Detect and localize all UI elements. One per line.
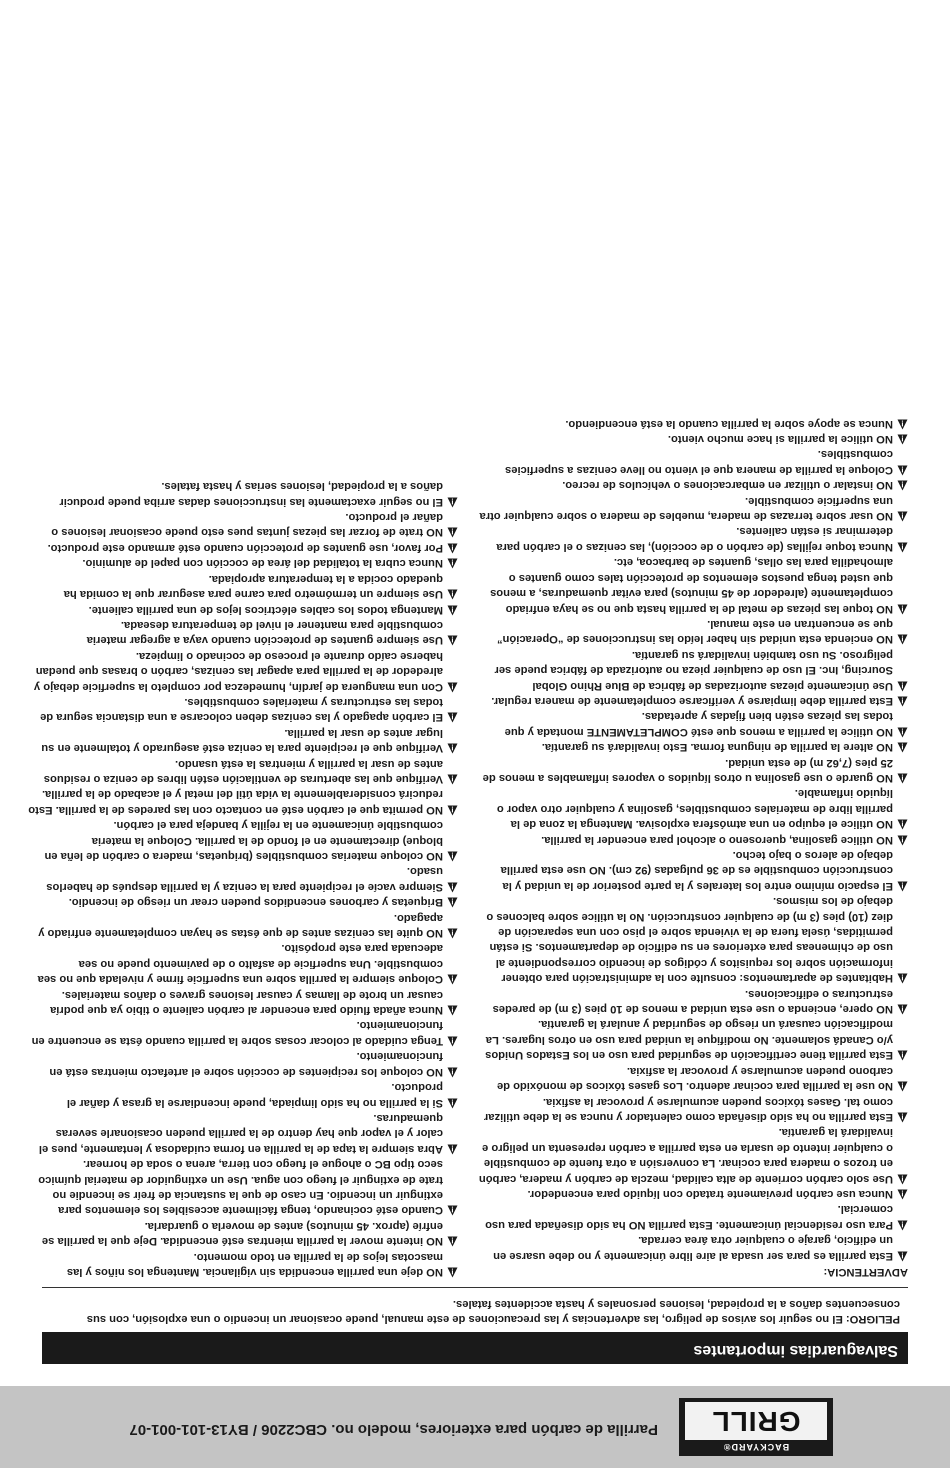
warning-item-text: Use únicamente piezas autorizadas de fábrica de Blue Rhino Global Sourcing, Inc. El uso de cualquier pieza no autorizada de fábrica puede ser peligroso. Su uso también invalidará su garantía. [494, 648, 893, 692]
warning-triangle-icon [897, 1004, 908, 1015]
divider [42, 1287, 908, 1288]
warning-item-text: Use solo carbón corriente de alta calidad, mezcla de carbón y madera, carbón en trozos o madera para cocinar. La conversión a otra fuente de combustible o cualquier intento de usarla en esta parrilla a carbón representa un peligro e invalidará la garantía. [478, 1126, 893, 1185]
warning-item-text: Briquetas y carbones encendidos pueden crear un riesgo de incendio. [68, 896, 443, 909]
warning-item [478, 1232, 908, 1263]
warning-item-text: NO intente mover la parrilla mientras esté encendida. Deje que la parrilla se enfríe (aprox. 45 minutos) antes de moverla o guardarla. [41, 1219, 443, 1248]
warning-item [478, 831, 908, 846]
warning-item-text: Por favor, use guantes de protección cuando esté armando este producto. [47, 541, 443, 554]
warning-item-text: Abra siempre la tapa de la parrilla en forma cuidadosa y lentamente, pues el calor y el vapor que hay dentro de la parrilla pueden ocasionarle severas quemaduras. [38, 1111, 443, 1155]
warning-item-text: El carbón apagado y las cenizas deben colocarse a una distancia segura de todas las estructuras y materiales combustibles. [40, 695, 443, 724]
warning-item-text: NO usar sobre terrazas de madera, muebles de madera o sobre cualquier otra una superficie combustible. [479, 494, 893, 523]
warning-triangle-icon [447, 851, 458, 862]
warning-item-text: Esta parrilla no ha sido diseñada como calentador y nunca se la debe utilizar como tal. Gases tóxicos pueden acumularse y provocar la asfixia. [483, 1095, 893, 1123]
warning-item-text: Coloque siempre la parrilla sobre una superficie firme y nivelada que no sea combustible. Una superficie de asfalto o de pavimento puede no sea adecuada para este propósito. [37, 942, 443, 986]
warning-triangle-icon [447, 897, 458, 908]
warning-item-text: NO deje una parrilla encendida sin vigilancia. Mantenga los niños y las mascotas lejos de la parrilla en todo momento. [66, 1250, 443, 1278]
warning-item-text: NO guarde o use gasolina u otros líquidos o vapores inflamables a menos de 25 pies (7,62 m) de esta unidad. [482, 756, 893, 784]
warning-triangle-icon [897, 973, 908, 984]
warning-item [28, 555, 458, 570]
warning-item-text: No use la parrilla para cocinar adentro. Los gases tóxicos de monóxido de carbono pueden acumularse y provocar la asfixia. [496, 1064, 893, 1093]
warning-item-text: NO toque las piezas de metal de la parrilla hasta que no se haya enfriado completamente (alrededor de 45 minutos) para evitar quemaduras, a menos que usted tenga puestos elementos de protección tales como guantes o almohadilla para las ollas, guantes de barbacoa, etc. [490, 556, 893, 615]
warning-triangle-icon [897, 465, 908, 476]
warning-item-text: Coloque la parrilla de manera que el viento no lleve cenizas a superficies combustibles. [505, 448, 893, 476]
warning-item [28, 1017, 458, 1048]
warning-item [28, 1048, 458, 1079]
warning-item [28, 940, 458, 986]
warning-item-text: NO coloque los recipientes de cocción sobre el artefacto mientras está en funcionamiento. [49, 1050, 443, 1078]
warning-triangle-icon [897, 1081, 908, 1092]
warning-item [478, 708, 908, 739]
warning-item [478, 1016, 908, 1062]
warning-item [478, 446, 908, 477]
backyard-grill-logo [679, 1398, 833, 1456]
warning-item-text: NO encienda esta unidad sin haber leído las instrucciones de “Operación” que se encuentran en este manual. [496, 617, 893, 646]
warning-item-text: Habitantes de apartamentos: consulte con la administración para obtener información sobre los requisitos y códigos de incendio correspondiente al uso de chimeneas para exteriores en su edificio de departamentos. Si están permitidas, úsela fuera de la vivienda sobre el piso con una separación de diez (10) pies (3 m) de cualquier construcción. No la utilice sobre balcones o debajo de los mismos. [486, 895, 893, 985]
warning-item [28, 647, 458, 693]
warning-item [28, 863, 458, 894]
warning-triangle-icon [897, 819, 908, 830]
warning-item-text: Siempre vacíe el recipiente para la ceniza y la parrilla después de haberlos usado. [46, 865, 443, 893]
warning-triangle-icon [447, 635, 458, 646]
warning-item [478, 693, 908, 708]
warning-triangle-icon [897, 1174, 908, 1185]
warning-list-right [28, 478, 458, 1279]
warning-item [478, 1201, 908, 1232]
warning-triangle-icon [897, 604, 908, 615]
warning-item [28, 540, 458, 555]
warning-item [478, 523, 908, 554]
logo-brand-main: GRILL [685, 1402, 827, 1440]
warning-triangle-icon [447, 1205, 458, 1216]
warning-item [478, 616, 908, 647]
warning-item [28, 1156, 458, 1218]
warning-item [478, 1186, 908, 1201]
warning-item-text: Con una manguera de jardín, humedezca por completo la superficie debajo y alrededor de la parrilla para apagar las cenizas, carbón o brasas que puedan haberse caído durante el proceso de cocinado o limpieza. [33, 649, 443, 693]
warning-item-text: NO opere, encienda o use esta unidad a menos de 10 pies (3 m) de paredes estructuras o edificaciones. [492, 987, 893, 1016]
warning-triangle-icon [897, 419, 908, 430]
warning-item [478, 847, 908, 893]
warning-triangle-icon [447, 743, 458, 754]
warning-item [28, 694, 458, 725]
warning-item-text: Tenga cuidado al colocar cosas sobre la parrilla cuando ésta se encuentre en funcionamiento. [31, 1019, 443, 1047]
header-band [0, 1386, 950, 1468]
warning-triangle-icon [897, 1220, 908, 1231]
warning-item [478, 492, 908, 523]
logo-brand-top: BACKYARD® [722, 1442, 790, 1452]
warning-triangle-icon [447, 558, 458, 569]
warning-triangle-icon [447, 528, 458, 539]
section-title-bar [42, 1332, 908, 1364]
warning-item-text: Esta parrilla es para ser usada al aire libre únicamente y no debe usarse en un edificio, garaje o cualquier otra área cerrada. [493, 1234, 893, 1262]
warning-item-text: Para uso residencial únicamente. Esta parrilla NO ha sido diseñada para uso comercial. [485, 1203, 893, 1231]
warning-item [28, 755, 458, 786]
warning-triangle-icon [897, 1189, 908, 1200]
warning-triangle-icon [447, 1005, 458, 1016]
warning-item [28, 1110, 458, 1156]
warning-item [478, 477, 908, 492]
warning-triangle-icon [447, 682, 458, 693]
warning-triangle-icon [897, 480, 908, 491]
section-title: Salvaguardias importantes [693, 1342, 898, 1359]
warning-item-text: Mantenga todos los cables eléctricos lejos de una parrilla caliente. [88, 603, 443, 616]
warning-item-text: NO coloque materias combustibles (briquetas, madera o carbón de leña en bloque) directamente en el fondo de la parrilla. Coloque la materia combustible únicamente en la rejilla y bandeja para el carbón. [44, 819, 443, 863]
warning-item [478, 739, 908, 754]
warning-item-text: NO trate de forzar las piezas juntas pues esto puede ocasionar lesiones o dañar el producto. [51, 511, 443, 539]
warning-triangle-icon [447, 974, 458, 985]
warning-item-text: Verifique que el recipiente para la ceniza esté asegurado y totalmente en su lugar antes de usar la parrilla. [41, 726, 443, 755]
warning-triangle-icon [897, 1050, 908, 1061]
warning-item [478, 1093, 908, 1124]
warning-item-text: NO quite las cenizas antes de que éstas se hayan completamente enfriado y apagado. [38, 911, 443, 940]
warning-triangle-icon [447, 497, 458, 508]
warning-item-text: Nunca añada fluido para encender al carbón caliente o tibio ya que podría causar un brote de llamas y causar lesiones graves o daños materiales. [50, 988, 443, 1017]
warning-item-text: NO altere la parrilla de ninguna forma. Esto invalidará su garantía. [541, 741, 893, 754]
warning-item [478, 1124, 908, 1186]
warning-triangle-icon [447, 589, 458, 600]
warning-triangle-icon [447, 1098, 458, 1109]
warning-item [28, 1079, 458, 1110]
warning-triangle-icon [897, 1112, 908, 1123]
warning-list-left [478, 415, 908, 1262]
warning-item [478, 1062, 908, 1093]
warning-item [28, 509, 458, 540]
warning-triangle-icon [897, 835, 908, 846]
warning-item [28, 894, 458, 909]
warning-item-text: NO utilice la parrilla si hace mucho viento. [667, 433, 893, 446]
warning-item [28, 1217, 458, 1248]
warning-triangle-icon [447, 805, 458, 816]
warning-item [478, 554, 908, 616]
danger-notice: PELIGRO: El no seguir los avisos de peligro, las advertencias y las precauciones de este manual, puede ocasionar un incendio o una explosión, con sus consecuentes daños a la propiedad, lesiones personales y hasta accidentes fatales. [86, 1298, 900, 1325]
warning-triangle-icon [897, 696, 908, 707]
warning-item-text: Cuando esté cocinando, tenga fácilmente accesibles los elementos para extinguir un incendio. En caso de que la sustancia de freír se incendie no trate de extinguir el fuego con agua. Use un extinguidor de material químico seco tipo BC o ahogue el fuego con tierra, arena o soda de hornear. [38, 1158, 443, 1217]
warning-item [28, 817, 458, 863]
left-column [478, 415, 908, 1279]
warning-item [478, 985, 908, 1016]
warning-triangle-icon [447, 1236, 458, 1247]
warning-item [478, 754, 908, 785]
warning-item-text: El no seguir exactamente las instrucciones dadas arriba puede producir daños a la propiedad, lesiones serias y hasta fatales. [59, 480, 443, 508]
warning-item [478, 785, 908, 831]
warning-triangle-icon [897, 542, 908, 553]
warning-triangle-icon [447, 774, 458, 785]
warning-item-text: Nunca cubra la totalidad del área de cocción con papel de aluminio. [82, 557, 443, 570]
warning-item-text: Nunca use carbón previamente tratado con líquido para encendedor. [527, 1187, 893, 1200]
warning-triangle-icon [897, 727, 908, 738]
warning-item [478, 415, 908, 430]
warning-item [28, 1248, 458, 1279]
warning-item-text: NO utilice gasolina, queroseno o alcohol para encender la parrilla. [541, 833, 893, 846]
warning-item-text: NO utilice la parrilla a menos que esté COMPLETAMENTE montada y que todas las piezas estén bien fijadas y apretadas. [504, 710, 893, 738]
warning-item [28, 617, 458, 648]
warning-triangle-icon [447, 928, 458, 939]
warning-item-text: Use siempre guantes de protección cuando vaya a agregar materia combustible para mantener el nivel de temperatura deseada. [86, 618, 443, 647]
warning-item-text: Verifique que las aberturas de ventilación estén libres de ceniza o residuos antes de usar la parrilla y mientras la está usando. [43, 757, 443, 785]
warning-item [28, 478, 458, 509]
warning-item [28, 601, 458, 616]
warning-item-text: Si la parrilla no ha sido limpiada, puede incendiarse la grasa y dañar el producto. [66, 1081, 443, 1109]
warning-triangle-icon [897, 681, 908, 692]
warning-item-text: NO utilice el equipo en una atmósfera explosiva. Mantenga la zona de la parrilla libre de materiales combustibles, gasolina y cualquier otro vapor o líquido inflamable. [496, 787, 893, 831]
warning-item [28, 786, 458, 817]
document-title: Parrilla de carbón para exteriores, modelo no. CBC2206 / BY13-101-001-07 [129, 1421, 658, 1438]
warning-triangle-icon [447, 543, 458, 554]
warning-triangle-icon [897, 434, 908, 445]
warning-item-text: Esta parrilla tiene certificación de seguridad para uso en los Estados Unidos y/o Canadá solamente. No modifique la unidad para uso en otros lugares. La modificación causará un riesgo de seguridad y anulará la garantía. [485, 1018, 893, 1062]
warning-item [478, 646, 908, 692]
warning-item-text: Nunca se apoye sobre la parrilla cuando la está encendiendo. [565, 417, 893, 430]
warning-triangle-icon [897, 742, 908, 753]
warning-triangle-icon [447, 1036, 458, 1047]
warning-triangle-icon [447, 1067, 458, 1078]
warning-item [478, 431, 908, 446]
warning-item [28, 570, 458, 601]
warning-triangle-icon [897, 634, 908, 645]
warning-item-text: Nunca toque rejillas (de carbón o de cocción), las cenizas o el carbón para determinar si están calientes. [496, 525, 893, 553]
warning-item [28, 909, 458, 940]
warning-triangle-icon [447, 882, 458, 893]
warning-triangle-icon [447, 1267, 458, 1278]
warning-item-text: Use siempre un termómetro para carne para asegurar que la comida ha quedado cocida a la temperatura apropiada. [63, 572, 443, 601]
warning-triangle-icon [447, 1144, 458, 1155]
warning-item-text: Esta parrilla debe limpiarse y verificarse completamente de manera regular. [491, 694, 893, 707]
warning-triangle-icon [897, 773, 908, 784]
warning-item-text: NO permita que el carbón esté en contacto con las paredes de la parrilla. Esto reducirá considerablemente la vida útil del metal y el acabado de la parrilla. [28, 788, 443, 816]
warning-triangle-icon [897, 1251, 908, 1262]
warning-item [478, 893, 908, 985]
warning-triangle-icon [447, 605, 458, 616]
right-column [28, 478, 458, 1279]
warning-item-text: El espacio mínimo entre los laterales y la parte posterior de la unidad y la construcción combustible es de 36 pulgadas (92 cm). NO use esta parrilla debajo de aleros o bajo techo. [500, 849, 893, 892]
warning-item-text: NO instalar o utilizar en embarcaciones o vehículos de recreo. [562, 479, 893, 492]
warning-item [28, 986, 458, 1017]
warning-triangle-icon [447, 712, 458, 723]
warning-triangle-icon [897, 511, 908, 522]
warning-heading: ADVERTENCIA: [823, 1266, 908, 1278]
warning-item [28, 724, 458, 755]
warning-triangle-icon [897, 881, 908, 892]
